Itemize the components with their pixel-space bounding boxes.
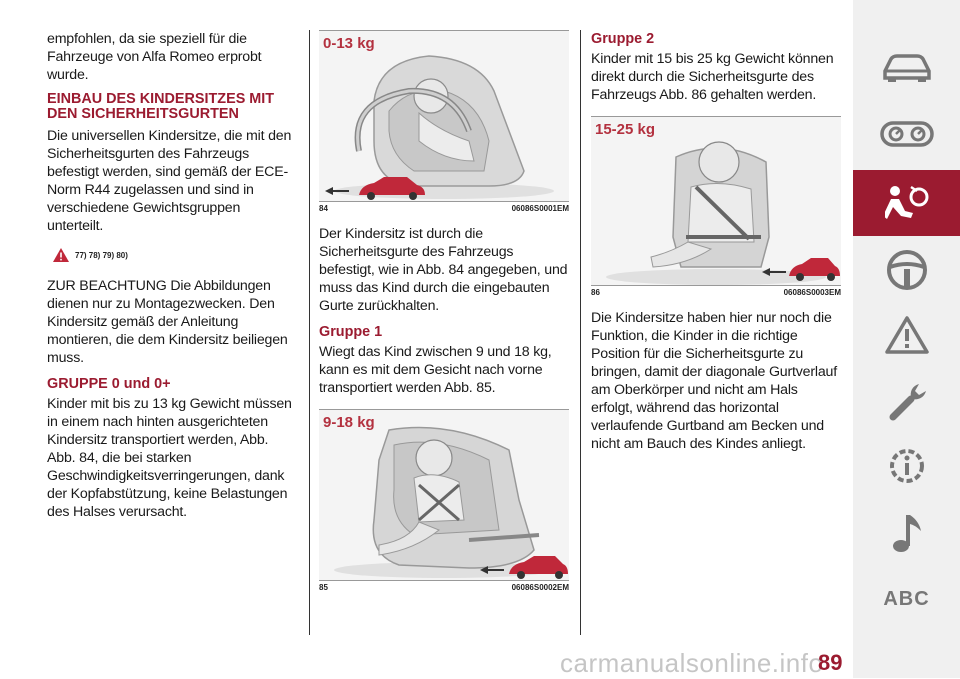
sidebar-item-multimedia[interactable] [853,500,960,566]
abc-index-label: ABC [883,587,930,610]
watermark: carmanualsonline.info [560,648,824,678]
figure-84-caption [319,204,569,213]
sidebar-item-steering[interactable] [853,237,960,303]
figure-86-code: 06086S0003EM [783,288,841,297]
figure-85-code: 06086S0002EM [511,583,569,592]
intro-text: empfohlen, da sie speziell für die Fahrzeuge von Alfa Romeo erprobt wurde. [47,31,262,83]
page-number: 89 [818,650,843,675]
figure-85-caption [319,583,569,592]
booster-seat-illustration [591,117,841,287]
section-heading: EINBAU DES KINDERSITZES MIT DEN SICHERHEITSGURTEN [47,91,275,122]
column-3 [591,30,841,453]
figure-86-number: 86 [591,288,600,297]
note-text: ZUR BEACHTUNG Die Abbildungen dienen nur zu Montagezwecken. Den Kindersitz gemäß der Anleitung montieren, die dem Kindersitz beiliegen muss. [47,278,288,366]
steering-wheel-icon [886,249,928,291]
sidebar-item-maintenance[interactable] [853,368,960,434]
group-2-text: Kinder mit 15 bis 25 kg Gewicht können direkt durch die Sicherheitsgurte des Fahrzeugs Abb. 86 gehalten werden. [591,51,834,103]
music-note-icon [889,511,925,555]
group-1-heading: Gruppe 1 [319,324,383,340]
figure-86-caption [591,288,841,297]
column-divider [580,30,581,635]
wrench-icon [885,379,929,423]
figure-85 [319,409,569,581]
sidebar-item-car[interactable] [853,35,960,101]
figure-85-label: 9-18 kg [323,414,375,431]
dashboard-icon [880,119,934,149]
sidebar-item-technical-data[interactable] [853,433,960,499]
universal-seats-text: Die universellen Kindersitze, die mit den Sicherheitsgurten des Fahrzeugs befestigt werden, sind gemäß der ECE-Norm R44 zugelassen und sind in verschiedene Gewichtsgruppen unterteilt. [47,128,292,234]
figure-84-label: 0-13 kg [323,35,375,52]
figure-85-number: 85 [319,583,328,592]
figure-84-number: 84 [319,204,328,213]
group-2-heading: Gruppe 2 [591,31,655,47]
figure-86-label: 15-25 kg [595,121,656,138]
warning-icon [885,315,929,355]
group-0-text: Kinder mit bis zu 13 kg Gewicht müssen in einem nach hinten ausgerichteten Kindersitz transportiert werden, Abb. Abb. 84, die bei starken Geschwindigkeitsverringerungen, dank der Kopfabstützung, keine Belastungen des Halses verursacht. [47,396,292,520]
warning-triangle-icon [53,248,69,262]
seat-fastening-text: Der Kindersitz ist durch die Sicherheitsgurte des Fahrzeugs befestigt, wie in Abb. 84 angegeben, und muss das Kind durch die eingebauten Gurte zurückhalten. [319,226,568,314]
sidebar-item-safety[interactable] [853,170,960,236]
warning-reference [53,245,297,265]
column-1 [47,30,297,521]
safety-airbag-icon [885,183,929,223]
figure-84-code: 06086S0001EM [511,204,569,213]
group-0-heading: GRUPPE 0 und 0+ [47,376,171,392]
figure-84 [319,30,569,202]
info-gear-icon [885,444,929,488]
sidebar-item-dashboard[interactable] [853,101,960,167]
sidebar-item-warnings[interactable] [853,302,960,368]
group-1-text: Wiegt das Kind zwischen 9 und 18 kg, kann es mit dem Gesicht nach vorne transportiert werden Abb. 85. [319,344,552,396]
car-icon [881,53,933,83]
column-divider [309,30,310,635]
booster-function-text: Die Kindersitze haben hier nur noch die Funktion, die Kinder in die richtige Position für die Sicherheitsgurte zu bringen, damit der diagonale Gurtverlauf am Oberkörper und nicht am Hals erfolgt, während das horizontal verlaufende Gurtband am Becken und nicht am Bauch des Kindes anliegt. [591,310,837,452]
chapter-sidebar [853,0,960,678]
figure-86 [591,116,841,286]
rear-facing-seat-illustration [319,31,569,203]
column-2 [319,30,569,604]
warning-refs: 77) 78) 79) 80) [75,250,128,260]
forward-facing-seat-illustration [319,410,569,582]
sidebar-item-index[interactable] [853,566,960,632]
